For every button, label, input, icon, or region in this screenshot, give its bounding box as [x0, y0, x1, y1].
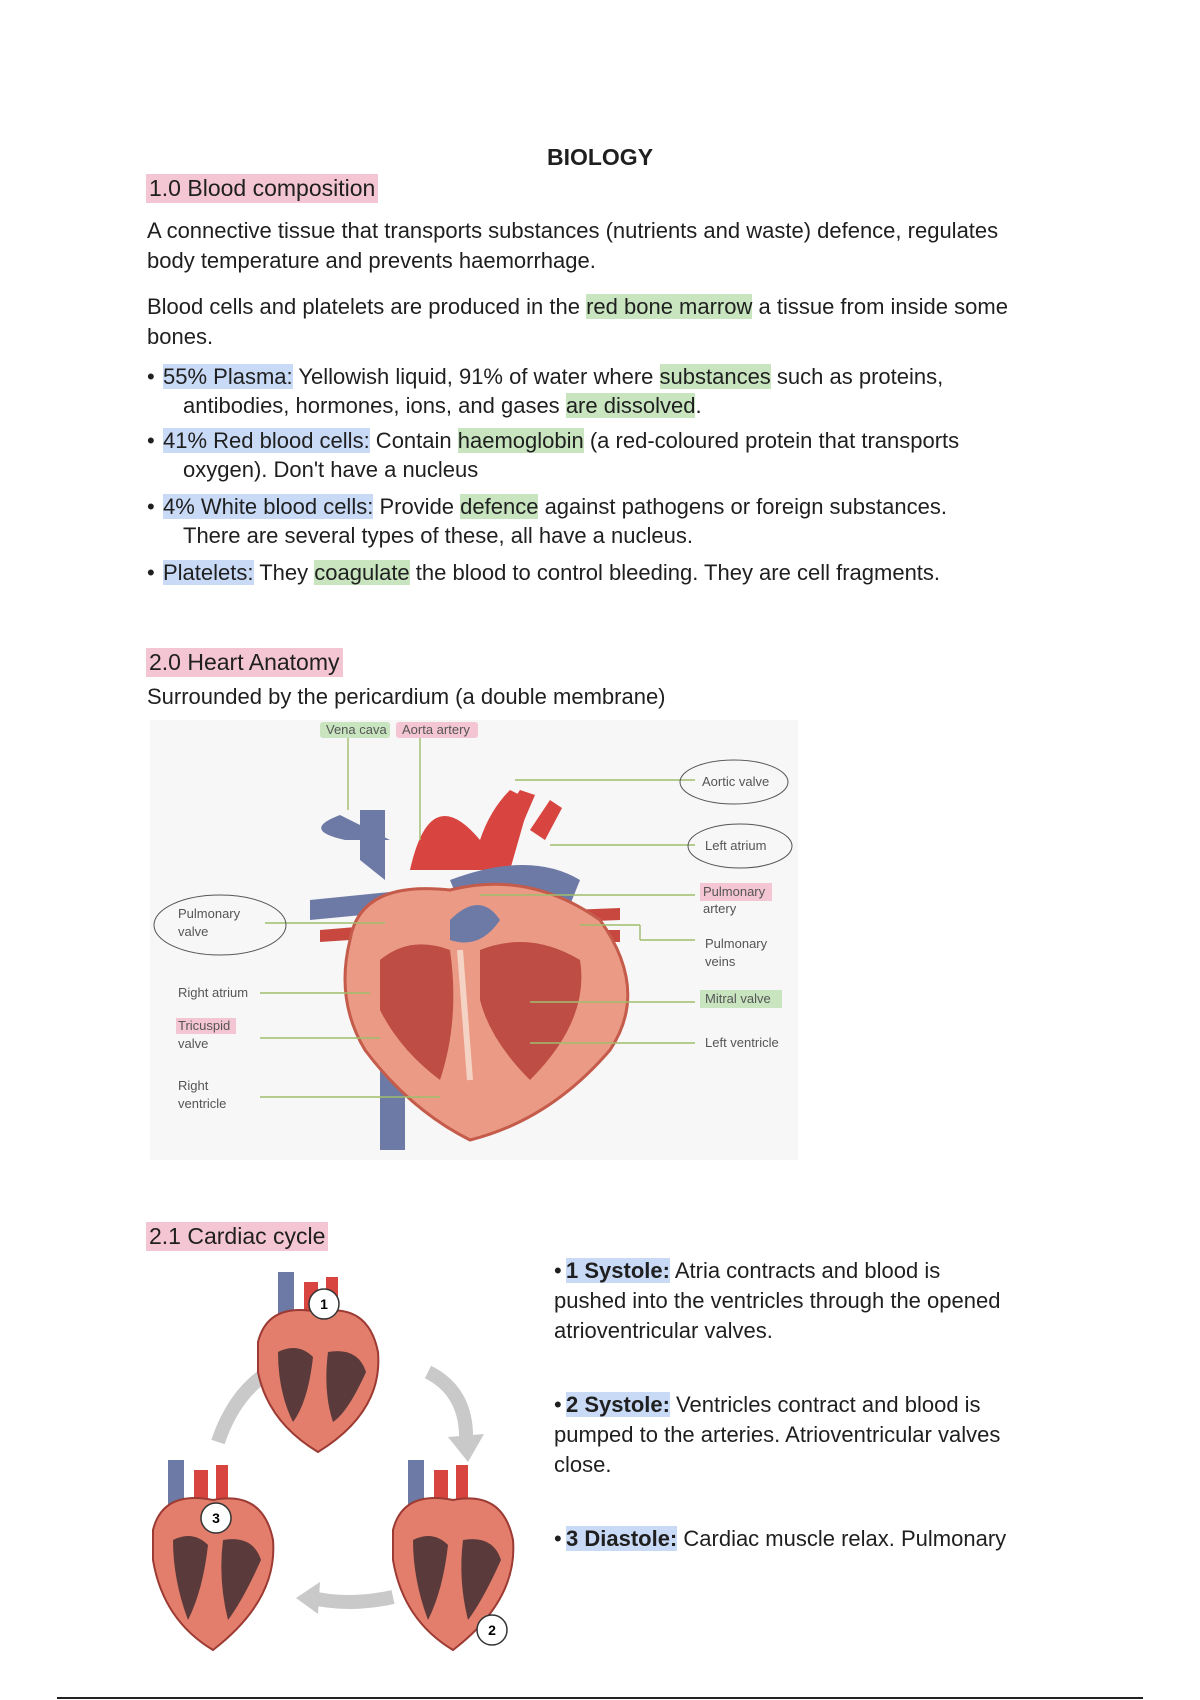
text: They: [253, 560, 315, 585]
bone-marrow-paragraph: [147, 292, 1047, 352]
bullet-platelets: • Platelets: They coagulate the blood to control bleeding. They are cell fragments.: [147, 560, 941, 585]
text: atrioventricular valves.: [554, 1318, 773, 1343]
stage-badge-1-text: 1: [320, 1296, 328, 1312]
stage-badge-3-text: 3: [212, 1510, 220, 1526]
section-heading-heart-anatomy: 2.0 Heart Anatomy: [146, 648, 343, 677]
cycle-step-3: • 3 Diastole: Cardiac muscle relax. Pulmonary: [554, 1526, 1007, 1551]
highlight: coagulate: [314, 560, 410, 585]
text: There are several types of these, all have a nucleus.: [183, 523, 693, 548]
highlight: are dissolved: [565, 393, 696, 418]
label-right-atrium: Right atrium: [178, 985, 249, 1000]
bullet-red-blood-cells: • 41% Red blood cells: Contain haemoglobin (a red-coloured protein that transports oxygen). Don't have a nucleus: [147, 426, 1047, 484]
label-aortic-valve: Aortic valve: [702, 774, 770, 789]
label-pulmonary-artery: Pulmonary: [703, 884, 766, 899]
section-heading-blood-composition: 1.0 Blood composition: [146, 174, 378, 203]
text: Contain: [369, 428, 458, 453]
label-pulmonary-valve-2: valve: [178, 924, 209, 939]
step-label: 1 Systole:: [566, 1258, 670, 1283]
label-pulmonary-veins-2: veins: [705, 954, 736, 969]
highlight: substances: [659, 364, 771, 389]
label-left-ventricle: Left ventricle: [705, 1035, 779, 1050]
bullet-label: 41% Red blood cells:: [163, 428, 370, 453]
text: oxygen). Don't have a nucleus: [183, 457, 479, 482]
text: a tissue from inside some bones.: [147, 294, 1008, 349]
cycle-step-1: • 1 Systole: Atria contracts and blood is pushed into the ventricles through the opened atrioventricular valves.: [554, 1256, 1054, 1346]
label-pulmonary-valve: Pulmonary: [178, 906, 241, 921]
text: against pathogens or foreign substances.: [538, 494, 947, 519]
bullet-label: Platelets:: [163, 560, 254, 585]
text: pumped to the arteries. Atrioventricular valves: [554, 1422, 1001, 1447]
label-mitral-valve: Mitral valve: [705, 991, 771, 1006]
bullet-plasma: • 55% Plasma: Yellowish liquid, 91% of water where substances such as proteins, antibodies, hormones, ions, and gases are dissolved.: [147, 364, 944, 418]
text: such as proteins,: [770, 364, 944, 389]
label-tricuspid-valve: Tricuspid: [178, 1018, 231, 1033]
step-label: 3 Diastole:: [566, 1526, 678, 1551]
cardiac-cycle-diagram: [148, 1262, 548, 1670]
cycle-arrow: [308, 1597, 393, 1602]
heart-diagram-svg: [150, 720, 798, 1160]
page-bottom-rule: [57, 1697, 1143, 1699]
stage-badge-2-text: 2: [488, 1622, 496, 1638]
heart-stage-3: [153, 1460, 273, 1650]
highlight: defence: [460, 494, 539, 519]
highlight-red-bone-marrow: red bone marrow: [586, 294, 753, 319]
label-tricuspid-valve-2: valve: [178, 1036, 209, 1051]
section-heading-cardiac-cycle: 2.1 Cardiac cycle: [146, 1222, 328, 1251]
text: pushed into the ventricles through the opened: [554, 1288, 1001, 1313]
bullet-white-blood-cells: • 4% White blood cells: Provide defence against pathogens or foreign substances. There are several types of these, all have a nucleus.: [147, 492, 1047, 550]
pericardium-text: Surrounded by the pericardium (a double membrane): [147, 684, 666, 709]
text: Provide: [373, 494, 461, 519]
heart-anatomy-diagram: [150, 720, 798, 1160]
highlight: haemoglobin: [457, 428, 584, 453]
bullet-label: 55% Plasma:: [163, 364, 293, 389]
text: the blood to control bleeding. They are cell fragments.: [409, 560, 941, 585]
text: close.: [554, 1452, 612, 1477]
label-left-atrium: Left atrium: [705, 838, 767, 853]
text: Atria contracts and blood is: [669, 1258, 941, 1283]
label-vena-cava: Vena cava: [326, 722, 387, 737]
label-right-ventricle: Right: [178, 1078, 209, 1093]
text: Ventricles contract and blood is: [669, 1392, 981, 1417]
text: .: [695, 393, 702, 418]
label-pulmonary-veins: Pulmonary: [705, 936, 768, 951]
page-title: BIOLOGY: [546, 144, 654, 170]
blood-intro-paragraph: A connective tissue that transports substances (nutrients and waste) defence, regulates body temperature and prevents haemorrhage.: [147, 218, 999, 273]
cycle-step-2: • 2 Systole: Ventricles contract and blood is pumped to the arteries. Atrioventricular valves close.: [554, 1390, 1054, 1480]
text: Blood cells and platelets are produced in the: [147, 294, 587, 319]
text: Cardiac muscle relax. Pulmonary: [677, 1526, 1007, 1551]
step-label: 2 Systole:: [566, 1392, 670, 1417]
text: antibodies, hormones, ions, and gases: [183, 393, 566, 418]
cycle-arrow: [428, 1372, 466, 1442]
bullet-label: 4% White blood cells:: [163, 494, 374, 519]
label-right-ventricle-2: ventricle: [178, 1096, 227, 1111]
cardiac-cycle-svg: [148, 1262, 548, 1670]
text: Yellowish liquid, 91% of water where: [292, 364, 660, 389]
text: (a red-coloured protein that transports: [583, 428, 960, 453]
label-aorta: Aorta artery: [402, 722, 470, 737]
label-pulmonary-artery-2: artery: [703, 901, 737, 916]
